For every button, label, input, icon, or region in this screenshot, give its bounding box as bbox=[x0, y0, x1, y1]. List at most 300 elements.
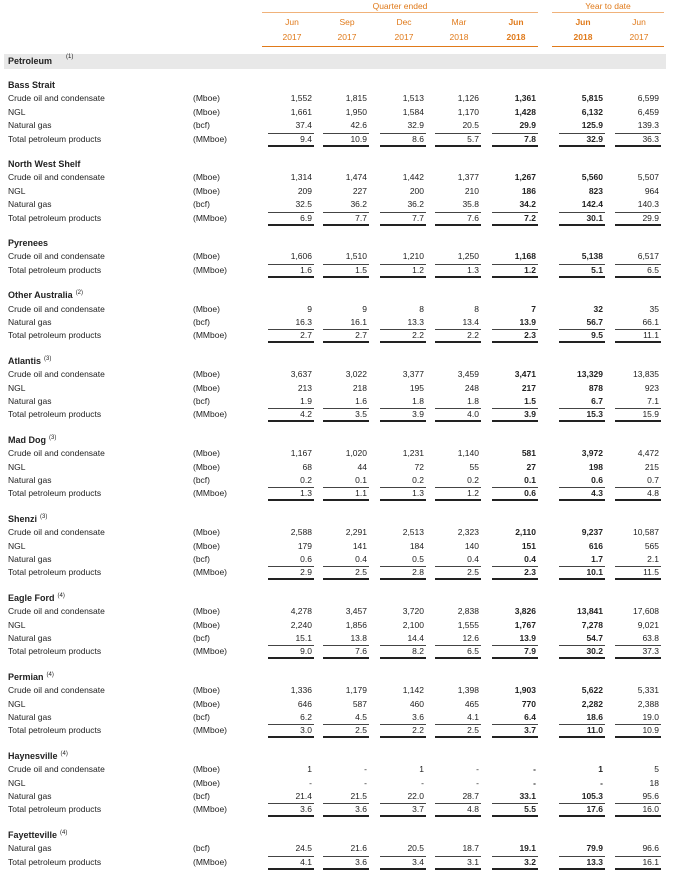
cell-value: 5,560 bbox=[581, 172, 603, 183]
section-name: Bass Strait bbox=[8, 80, 56, 90]
total-rule-bottom bbox=[435, 868, 481, 870]
row-unit: (MMboe) bbox=[193, 567, 228, 578]
cell-value: 1.3 bbox=[412, 488, 424, 499]
row-unit: (Mboe) bbox=[193, 185, 220, 196]
total-rule-top bbox=[380, 408, 426, 409]
cell-value: 2,100 bbox=[402, 619, 424, 630]
section-note: (3) bbox=[40, 513, 48, 520]
cell-value: 2,588 bbox=[290, 527, 312, 538]
row-unit: (MMboe) bbox=[193, 725, 228, 736]
cell-value: 96.6 bbox=[642, 843, 659, 854]
row-unit: (Mboe) bbox=[193, 619, 220, 630]
total-rule-top bbox=[559, 856, 605, 857]
cell-value: 6.5 bbox=[647, 264, 659, 275]
cell-value: - bbox=[309, 777, 312, 788]
total-rule-bottom bbox=[380, 657, 426, 659]
cell-value: 5.1 bbox=[591, 264, 603, 275]
row-label: Natural gas bbox=[8, 633, 52, 643]
cell-value: 11.1 bbox=[643, 330, 659, 341]
cell-value: 6,459 bbox=[637, 106, 659, 117]
total-rule-bottom bbox=[380, 420, 426, 422]
total-rule-top bbox=[435, 329, 481, 330]
row-unit: (bcf) bbox=[193, 843, 210, 854]
row-label: Total petroleum products bbox=[8, 725, 102, 736]
cell-value: 3.5 bbox=[355, 409, 367, 420]
cell-value: 56.7 bbox=[586, 317, 603, 327]
cell-value: 24.5 bbox=[295, 843, 312, 854]
cell-value: 1,815 bbox=[345, 93, 367, 104]
cell-value: 13,835 bbox=[633, 369, 659, 380]
total-rule-top bbox=[323, 566, 369, 567]
section-title bbox=[8, 830, 67, 840]
total-rule-top bbox=[323, 724, 369, 725]
cell-value: 32.9 bbox=[407, 120, 424, 131]
total-rule-bottom bbox=[615, 420, 661, 422]
cell-value: 34.2 bbox=[519, 199, 536, 210]
total-rule-top bbox=[323, 329, 369, 330]
total-rule-top bbox=[435, 264, 481, 265]
cell-value: 13.9 bbox=[519, 317, 536, 327]
total-rule-top bbox=[380, 487, 426, 488]
total-rule-bottom bbox=[559, 736, 605, 738]
row-label: Natural gas bbox=[8, 712, 52, 722]
total-rule-top bbox=[615, 566, 661, 567]
cell-value: 7.7 bbox=[355, 212, 367, 223]
section-name: North West Shelf bbox=[8, 159, 81, 169]
total-rule-top bbox=[435, 724, 481, 725]
quarter-ended-rule bbox=[262, 12, 538, 13]
cell-value: 8 bbox=[474, 303, 479, 314]
cell-value: 4.0 bbox=[467, 409, 479, 420]
cell-value: 1.3 bbox=[467, 264, 479, 275]
total-rule-top bbox=[268, 133, 314, 134]
cell-value: 616 bbox=[588, 540, 603, 551]
cell-value: 13.4 bbox=[462, 317, 479, 327]
cell-value: 2.2 bbox=[412, 330, 424, 341]
cell-value: 460 bbox=[409, 698, 424, 709]
section-note: (3) bbox=[44, 355, 52, 362]
cell-value: 1.8 bbox=[467, 396, 479, 406]
section-name: Mad Dog bbox=[8, 434, 46, 445]
year-to-date-label: Year to date bbox=[585, 1, 631, 11]
cell-value: - bbox=[476, 764, 479, 775]
total-rule-top bbox=[380, 803, 426, 804]
cell-value: 1.2 bbox=[467, 488, 479, 499]
row-label: Crude oil and condensate bbox=[8, 685, 105, 696]
row-unit: (Mboe) bbox=[193, 606, 220, 617]
cell-value: 3,022 bbox=[345, 369, 367, 380]
total-rule-bottom bbox=[559, 868, 605, 870]
cell-value: 29.9 bbox=[642, 212, 659, 223]
column-header-month: Dec bbox=[396, 17, 412, 27]
total-rule-top bbox=[492, 566, 538, 567]
cell-value: 2,323 bbox=[457, 527, 479, 538]
total-rule-bottom bbox=[559, 224, 605, 226]
total-rule-bottom bbox=[559, 657, 605, 659]
cell-value: 20.5 bbox=[407, 843, 424, 854]
cell-value: 5,138 bbox=[581, 251, 603, 262]
header-bottom-rule-ytd bbox=[552, 46, 664, 47]
cell-value: - bbox=[364, 777, 367, 788]
cell-value: 1,142 bbox=[402, 685, 424, 696]
row-unit: (Mboe) bbox=[193, 93, 220, 104]
cell-value: 248 bbox=[464, 382, 479, 393]
cell-value: 1 bbox=[419, 764, 424, 775]
total-rule-top bbox=[559, 264, 605, 265]
petroleum-band bbox=[4, 54, 666, 69]
cell-value: 16.0 bbox=[642, 804, 659, 815]
cell-value: 1,140 bbox=[457, 448, 479, 459]
cell-value: 2,240 bbox=[290, 619, 312, 630]
total-rule-top bbox=[323, 133, 369, 134]
cell-value: - bbox=[364, 764, 367, 775]
cell-value: 4,472 bbox=[637, 448, 659, 459]
cell-value: 2,388 bbox=[637, 698, 659, 709]
cell-value: 36.2 bbox=[350, 199, 367, 210]
cell-value: 209 bbox=[297, 185, 312, 196]
cell-value: 184 bbox=[409, 540, 424, 551]
total-rule-top bbox=[435, 803, 481, 804]
total-rule-top bbox=[380, 133, 426, 134]
cell-value: 4,278 bbox=[290, 606, 312, 617]
cell-value: 72 bbox=[414, 461, 424, 472]
row-label: Total petroleum products bbox=[8, 133, 102, 144]
total-rule-top bbox=[323, 408, 369, 409]
cell-value: 217 bbox=[521, 382, 536, 393]
cell-value: 823 bbox=[588, 185, 603, 196]
cell-value: 878 bbox=[588, 382, 603, 393]
cell-value: 646 bbox=[297, 698, 312, 709]
column-header-year: 2017 bbox=[629, 32, 649, 42]
cell-value: 0.5 bbox=[412, 554, 424, 564]
total-rule-top bbox=[559, 803, 605, 804]
section-note: (2) bbox=[75, 290, 84, 297]
section-note: (4) bbox=[46, 671, 54, 678]
total-rule-bottom bbox=[435, 499, 481, 501]
cell-value: 0.1 bbox=[355, 475, 367, 485]
column-header-year: 2018 bbox=[573, 32, 593, 42]
total-rule-bottom bbox=[559, 341, 605, 343]
cell-value: 2.5 bbox=[355, 725, 367, 736]
row-label: Crude oil and condensate bbox=[8, 369, 105, 380]
row-unit: (Mboe) bbox=[193, 106, 220, 117]
year-to-date-rule bbox=[552, 12, 664, 13]
cell-value: 1,950 bbox=[345, 106, 367, 117]
total-rule-top bbox=[435, 645, 481, 646]
total-rule-bottom bbox=[268, 815, 314, 817]
cell-value: 0.4 bbox=[355, 554, 367, 564]
total-rule-bottom bbox=[435, 420, 481, 422]
total-rule-bottom bbox=[435, 276, 481, 278]
cell-value: 3.4 bbox=[412, 856, 424, 867]
cell-value: - bbox=[421, 777, 424, 788]
cell-value: 5,815 bbox=[581, 93, 603, 104]
cell-value: 6.9 bbox=[300, 212, 312, 223]
total-rule-bottom bbox=[492, 341, 538, 343]
cell-value: 1,903 bbox=[514, 685, 536, 696]
cell-value: 0.2 bbox=[300, 475, 312, 485]
total-rule-bottom bbox=[615, 224, 661, 226]
total-rule-top bbox=[492, 133, 538, 134]
cell-value: 1,314 bbox=[290, 172, 312, 183]
total-rule-bottom bbox=[435, 578, 481, 580]
row-unit: (MMboe) bbox=[193, 133, 228, 144]
cell-value: 1,442 bbox=[402, 172, 424, 183]
total-rule-top bbox=[435, 487, 481, 488]
row-unit: (bcf) bbox=[193, 712, 210, 722]
row-unit: (Mboe) bbox=[193, 251, 220, 262]
cell-value: 13,841 bbox=[577, 606, 603, 617]
cell-value: 37.3 bbox=[642, 646, 659, 657]
total-rule-top bbox=[268, 803, 314, 804]
cell-value: 923 bbox=[644, 382, 659, 393]
cell-value: 1,661 bbox=[290, 106, 312, 117]
row-label: NGL bbox=[8, 540, 26, 551]
total-rule-bottom bbox=[268, 499, 314, 501]
row-label: Total petroleum products bbox=[8, 409, 102, 420]
row-unit: (Mboe) bbox=[193, 382, 220, 393]
total-rule-bottom bbox=[380, 145, 426, 147]
total-rule-top bbox=[323, 645, 369, 646]
cell-value: 1.1 bbox=[355, 488, 367, 499]
row-unit: (MMboe) bbox=[193, 264, 228, 275]
cell-value: 2,110 bbox=[515, 527, 536, 538]
total-rule-bottom bbox=[380, 276, 426, 278]
total-rule-bottom bbox=[615, 868, 661, 870]
row-label: Natural gas bbox=[8, 199, 52, 210]
total-rule-bottom bbox=[323, 145, 369, 147]
cell-value: 186 bbox=[521, 185, 536, 196]
total-rule-bottom bbox=[380, 499, 426, 501]
cell-value: 1.8 bbox=[412, 396, 424, 406]
section-name: Shenzi bbox=[8, 513, 38, 524]
total-rule-bottom bbox=[268, 657, 314, 659]
cell-value: 29.9 bbox=[519, 120, 536, 131]
total-rule-bottom bbox=[492, 578, 538, 580]
section-title bbox=[8, 159, 80, 169]
row-label: Crude oil and condensate bbox=[8, 764, 105, 775]
cell-value: - bbox=[533, 764, 536, 775]
row-label: NGL bbox=[8, 185, 26, 196]
cell-value: 10,587 bbox=[633, 527, 659, 538]
total-rule-bottom bbox=[492, 499, 538, 501]
cell-value: 1,606 bbox=[290, 251, 312, 262]
total-rule-bottom bbox=[323, 736, 369, 738]
total-rule-top bbox=[559, 724, 605, 725]
cell-value: 5,622 bbox=[581, 685, 603, 696]
row-label: Natural gas bbox=[8, 843, 52, 854]
cell-value: 1,361 bbox=[514, 93, 536, 104]
total-rule-top bbox=[492, 645, 538, 646]
total-rule-top bbox=[615, 803, 661, 804]
cell-value: 2,513 bbox=[402, 527, 424, 538]
cell-value: 3.6 bbox=[412, 712, 424, 722]
total-rule-bottom bbox=[323, 276, 369, 278]
row-label: Natural gas bbox=[8, 475, 52, 485]
row-unit: (Mboe) bbox=[193, 303, 220, 314]
cell-value: 1,513 bbox=[402, 93, 424, 104]
row-unit: (bcf) bbox=[193, 396, 210, 406]
total-rule-top bbox=[559, 487, 605, 488]
total-rule-bottom bbox=[615, 145, 661, 147]
cell-value: 4.8 bbox=[467, 804, 479, 815]
cell-value: 4.5 bbox=[355, 712, 367, 722]
cell-value: 0.7 bbox=[647, 475, 659, 485]
cell-value: 1.7 bbox=[591, 554, 603, 564]
cell-value: 21.6 bbox=[350, 843, 367, 854]
column-header-month: Jun bbox=[508, 17, 524, 27]
column-header-year: 2017 bbox=[282, 32, 302, 42]
row-unit: (MMboe) bbox=[193, 646, 228, 657]
cell-value: 54.7 bbox=[586, 633, 603, 643]
cell-value: 3,637 bbox=[290, 369, 312, 380]
cell-value: 2.2 bbox=[412, 725, 424, 736]
cell-value: 17.6 bbox=[586, 804, 603, 815]
cell-value: 3.7 bbox=[524, 725, 536, 736]
cell-value: 210 bbox=[464, 185, 479, 196]
cell-value: 19.1 bbox=[519, 843, 536, 854]
cell-value: 1.3 bbox=[300, 488, 312, 499]
total-rule-bottom bbox=[380, 736, 426, 738]
row-unit: (Mboe) bbox=[193, 369, 220, 380]
total-rule-top bbox=[268, 212, 314, 213]
total-rule-top bbox=[492, 408, 538, 409]
cell-value: 0.4 bbox=[524, 554, 536, 564]
cell-value: - bbox=[476, 777, 479, 788]
cell-value: 1.6 bbox=[355, 396, 367, 406]
cell-value: 3.2 bbox=[524, 856, 536, 867]
total-rule-bottom bbox=[615, 736, 661, 738]
total-rule-top bbox=[380, 264, 426, 265]
total-rule-top bbox=[615, 264, 661, 265]
total-rule-bottom bbox=[268, 224, 314, 226]
cell-value: 3,720 bbox=[402, 606, 424, 617]
section-title bbox=[8, 593, 65, 603]
cell-value: 1,555 bbox=[457, 619, 479, 630]
total-rule-bottom bbox=[559, 276, 605, 278]
cell-value: 1,126 bbox=[457, 93, 479, 104]
cell-value: 19.0 bbox=[642, 712, 659, 722]
cell-value: 13.8 bbox=[350, 633, 367, 643]
row-label: Total petroleum products bbox=[8, 264, 102, 275]
row-unit: (MMboe) bbox=[193, 804, 228, 815]
total-rule-bottom bbox=[559, 145, 605, 147]
cell-value: 14.4 bbox=[407, 633, 424, 643]
section-title bbox=[8, 238, 48, 248]
cell-value: 7.6 bbox=[355, 646, 367, 657]
row-unit: (MMboe) bbox=[193, 488, 228, 499]
cell-value: 1,398 bbox=[457, 685, 479, 696]
cell-value: 9.4 bbox=[300, 133, 312, 144]
cell-value: 1.6 bbox=[300, 264, 312, 275]
row-label: NGL bbox=[8, 382, 26, 393]
row-unit: (bcf) bbox=[193, 475, 210, 485]
cell-value: 1,856 bbox=[345, 619, 367, 630]
row-label: Crude oil and condensate bbox=[8, 303, 105, 314]
cell-value: 0.2 bbox=[467, 475, 479, 485]
total-rule-bottom bbox=[492, 420, 538, 422]
cell-value: 3.0 bbox=[300, 725, 312, 736]
row-unit: (Mboe) bbox=[193, 540, 220, 551]
cell-value: 1,231 bbox=[402, 448, 424, 459]
row-label: Natural gas bbox=[8, 554, 52, 564]
row-unit: (bcf) bbox=[193, 791, 210, 801]
total-rule-bottom bbox=[615, 341, 661, 343]
cell-value: 125.9 bbox=[581, 120, 603, 131]
cell-value: 79.9 bbox=[586, 843, 603, 854]
total-rule-top bbox=[492, 856, 538, 857]
row-label: Crude oil and condensate bbox=[8, 172, 105, 183]
total-rule-top bbox=[615, 724, 661, 725]
total-rule-top bbox=[435, 408, 481, 409]
section-title bbox=[8, 514, 47, 524]
cell-value: 11.5 bbox=[643, 567, 659, 578]
cell-value: 1,428 bbox=[514, 106, 536, 117]
cell-value: 3,972 bbox=[581, 448, 603, 459]
section-name: Pyrenees bbox=[8, 238, 49, 248]
total-rule-bottom bbox=[435, 224, 481, 226]
total-rule-top bbox=[268, 264, 314, 265]
total-rule-top bbox=[323, 487, 369, 488]
cell-value: 179 bbox=[297, 540, 312, 551]
cell-value: 1,210 bbox=[402, 251, 424, 262]
total-rule-top bbox=[268, 408, 314, 409]
cell-value: 5,331 bbox=[637, 685, 659, 696]
row-unit: (Mboe) bbox=[193, 172, 220, 183]
total-rule-top bbox=[492, 803, 538, 804]
cell-value: 465 bbox=[464, 698, 479, 709]
total-rule-bottom bbox=[435, 736, 481, 738]
cell-value: 151 bbox=[521, 540, 536, 551]
cell-value: 0.2 bbox=[412, 475, 424, 485]
cell-value: 35 bbox=[649, 303, 659, 314]
total-rule-bottom bbox=[492, 815, 538, 817]
total-rule-top bbox=[380, 645, 426, 646]
cell-value: 8.2 bbox=[412, 646, 424, 657]
total-rule-bottom bbox=[435, 657, 481, 659]
row-label: Total petroleum products bbox=[8, 330, 102, 341]
cell-value: 2.5 bbox=[467, 725, 479, 736]
cell-value: 1.5 bbox=[355, 264, 367, 275]
cell-value: 15.9 bbox=[642, 409, 659, 420]
total-rule-top bbox=[323, 212, 369, 213]
cell-value: 1,767 bbox=[514, 619, 536, 630]
row-unit: (bcf) bbox=[193, 633, 210, 643]
row-label: NGL bbox=[8, 777, 26, 788]
total-rule-bottom bbox=[268, 145, 314, 147]
cell-value: 6.4 bbox=[524, 712, 536, 722]
cell-value: 1 bbox=[598, 764, 603, 775]
row-label: NGL bbox=[8, 461, 26, 472]
cell-value: 141 bbox=[352, 540, 367, 551]
section-name: Atlantis bbox=[8, 355, 42, 366]
cell-value: 68 bbox=[302, 461, 312, 472]
total-rule-top bbox=[380, 329, 426, 330]
cell-value: 36.2 bbox=[407, 199, 424, 210]
cell-value: 3.9 bbox=[524, 409, 536, 420]
row-unit: (bcf) bbox=[193, 317, 210, 327]
cell-value: 9,021 bbox=[637, 619, 659, 630]
cell-value: 0.6 bbox=[300, 554, 312, 564]
cell-value: 7.8 bbox=[524, 133, 536, 144]
cell-value: 8.6 bbox=[412, 133, 424, 144]
row-unit: (MMboe) bbox=[193, 212, 228, 223]
cell-value: 1.9 bbox=[300, 396, 312, 406]
total-rule-bottom bbox=[492, 868, 538, 870]
cell-value: 6,132 bbox=[581, 106, 603, 117]
total-rule-top bbox=[323, 856, 369, 857]
cell-value: 2.8 bbox=[412, 567, 424, 578]
